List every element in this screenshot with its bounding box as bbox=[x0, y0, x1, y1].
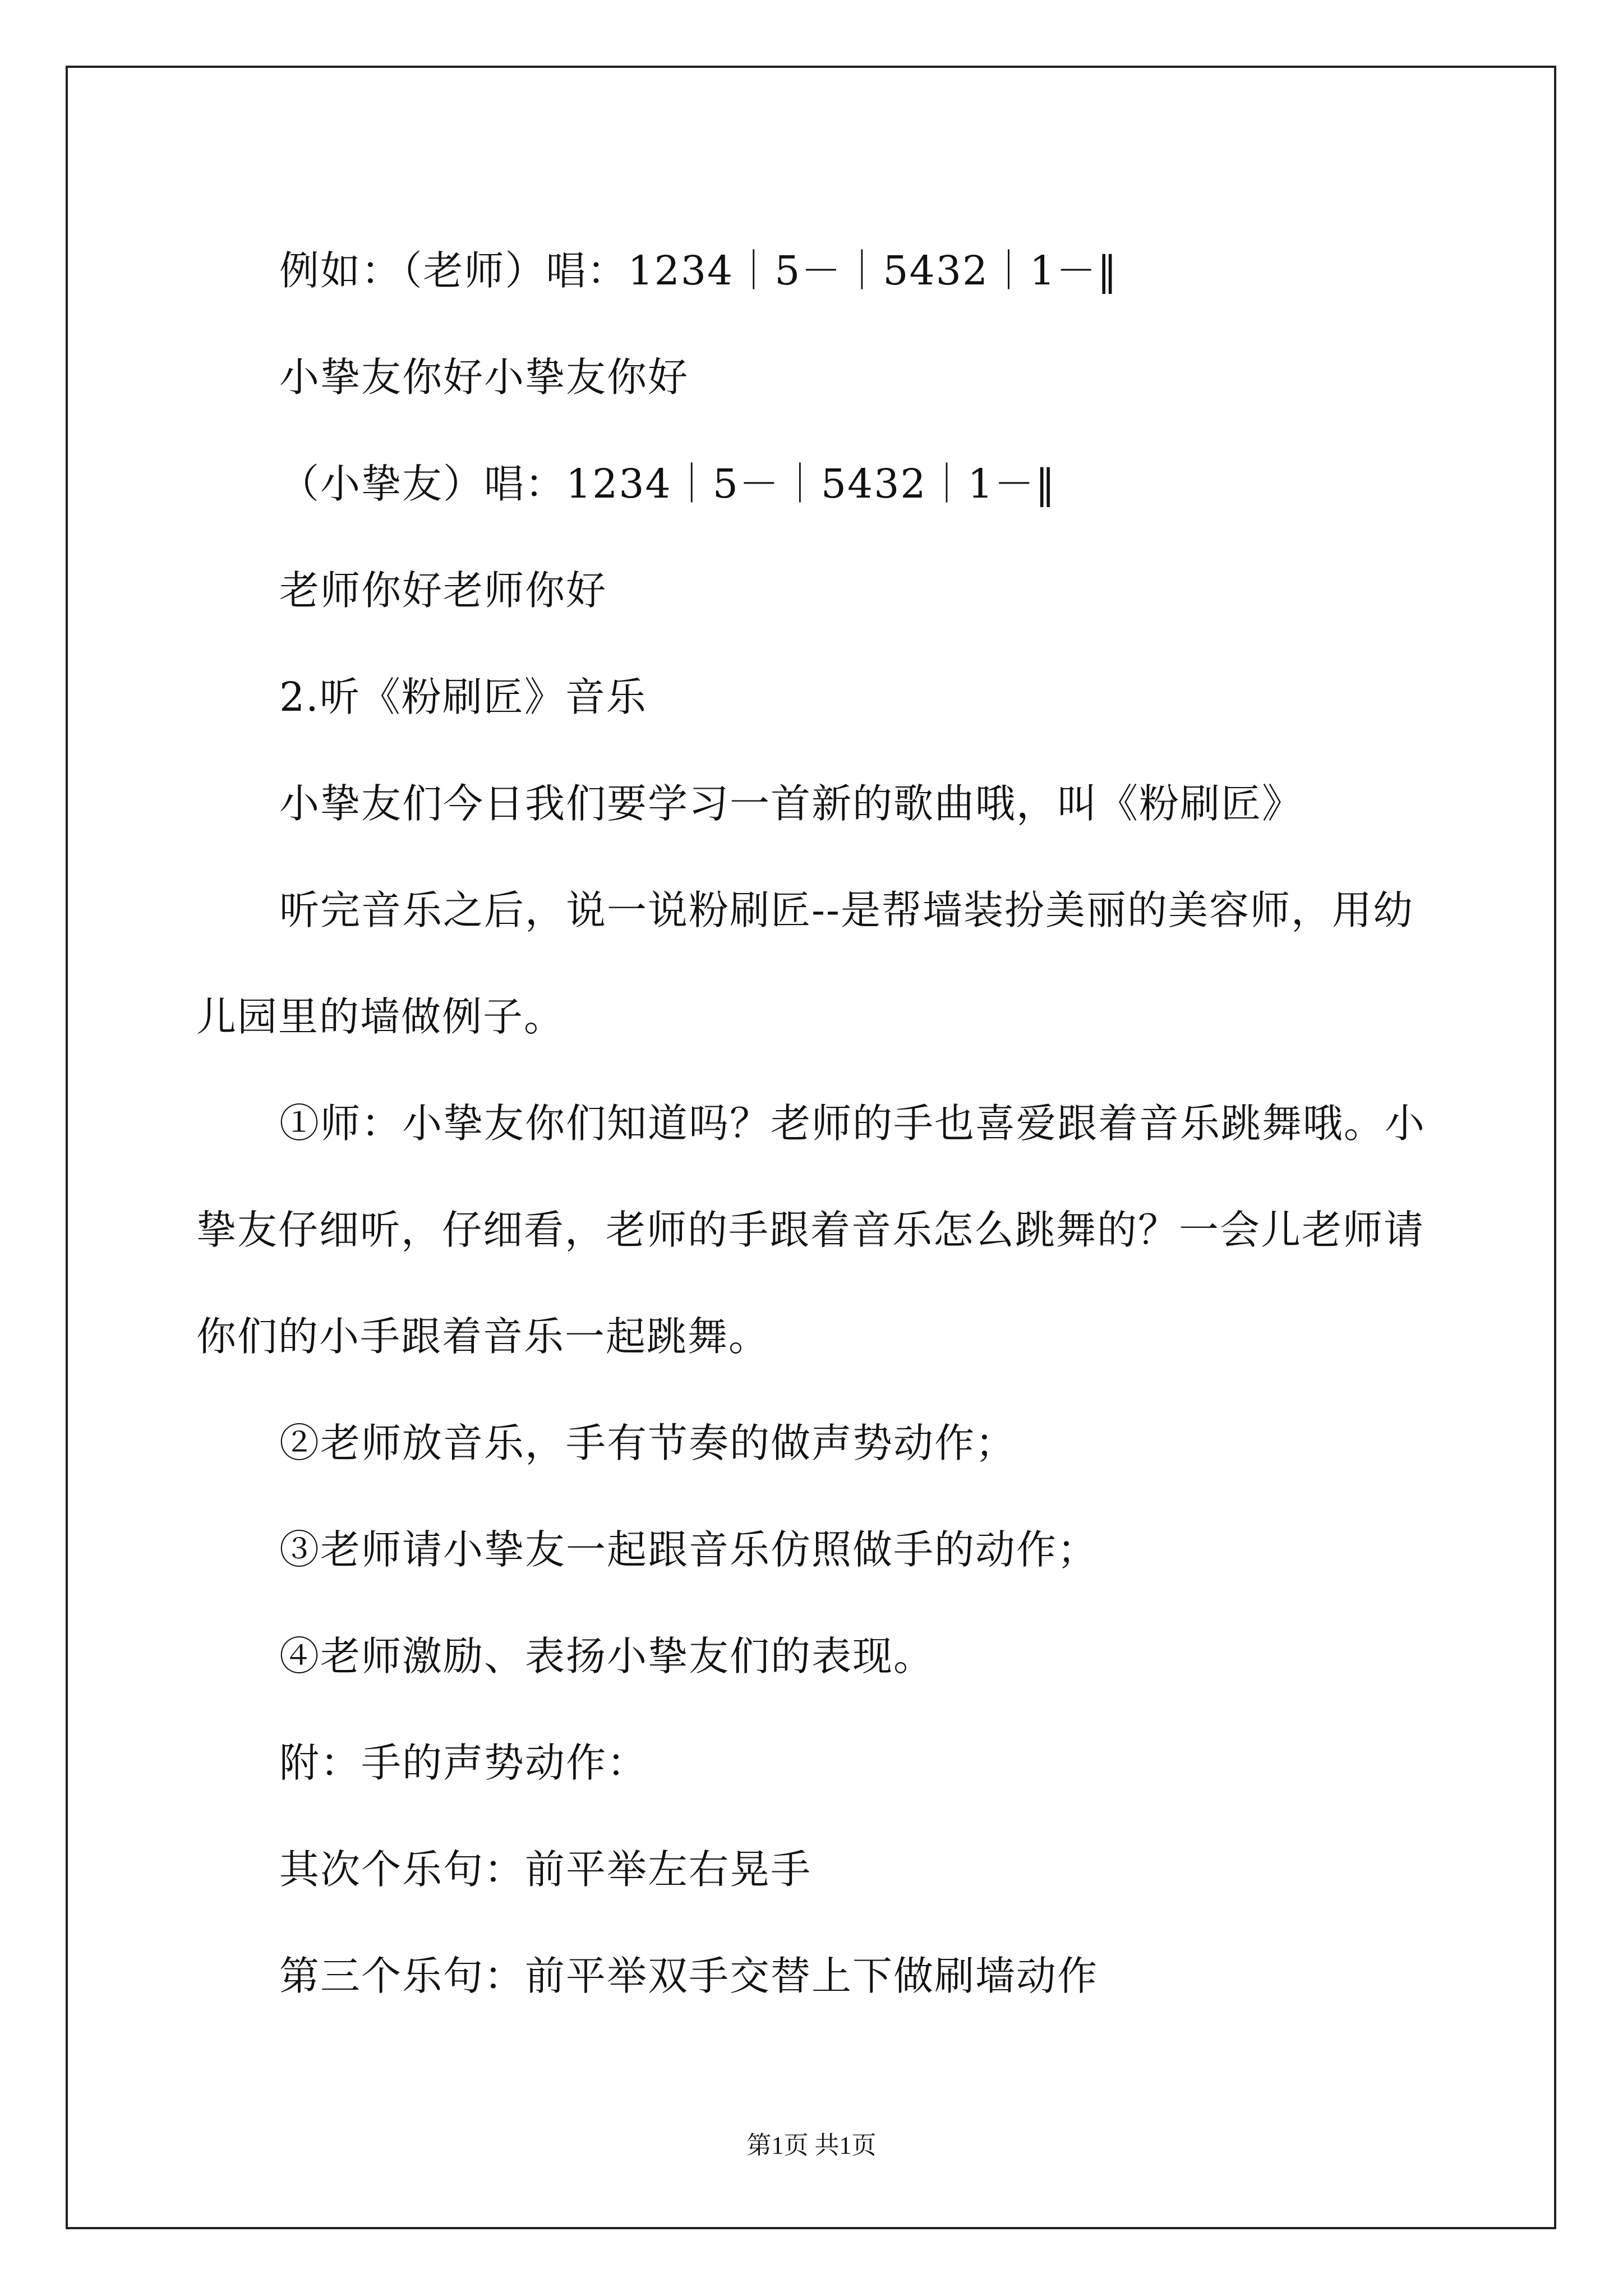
paragraph-second-phrase: 其次个乐句：前平举左右晃手 bbox=[279, 1846, 812, 1893]
paragraph-step-3: ③老师请小挚友一起跟音乐仿照做手的动作； bbox=[279, 1526, 1099, 1573]
paragraph-lyric-hello-friends: 小挚友你好小挚友你好 bbox=[279, 354, 689, 401]
paragraph-step-2: ②老师放音乐，手有节奏的做声势动作； bbox=[279, 1420, 1017, 1466]
page-footer: 第1页 共1页 bbox=[746, 2132, 877, 2159]
paragraph-step-1: ①师：小挚友你们知道吗？老师的手也喜爱跟着音乐跳舞哦。小挚友仔细听，仔细看，老师的手跟着音乐怎么跳舞的？一会儿老师请你们的小手跟着音乐一起跳舞。 bbox=[196, 1100, 1426, 1360]
paragraph-step-4: ④老师激励、表扬小挚友们的表现。 bbox=[279, 1633, 935, 1680]
paragraph-children-sing: （小挚友）唱：1234｜5－｜5432｜1－‖ bbox=[279, 461, 1057, 507]
paragraph-section-listen-music: 2.听《粉刷匠》音乐 bbox=[279, 674, 647, 720]
document-body bbox=[196, 218, 1447, 2030]
paragraph-lyric-hello-teacher: 老师你好老师你好 bbox=[279, 567, 607, 614]
paragraph-third-phrase: 第三个乐句：前平举双手交替上下做刷墙动作 bbox=[279, 1953, 1099, 1999]
paragraph-example-teacher-sings: 例如：（老师）唱：1234｜5－｜5432｜1－‖ bbox=[279, 247, 1118, 294]
paragraph-appendix-heading: 附：手的声势动作： bbox=[279, 1740, 648, 1786]
paragraph-new-song-intro: 小挚友们今日我们要学习一首新的歌曲哦，叫《粉刷匠》 bbox=[279, 780, 1303, 827]
paragraph-painter-explanation: 听完音乐之后，说一说粉刷匠--是帮墙装扮美丽的美容师，用幼儿园里的墙做例子。 bbox=[196, 887, 1414, 1040]
